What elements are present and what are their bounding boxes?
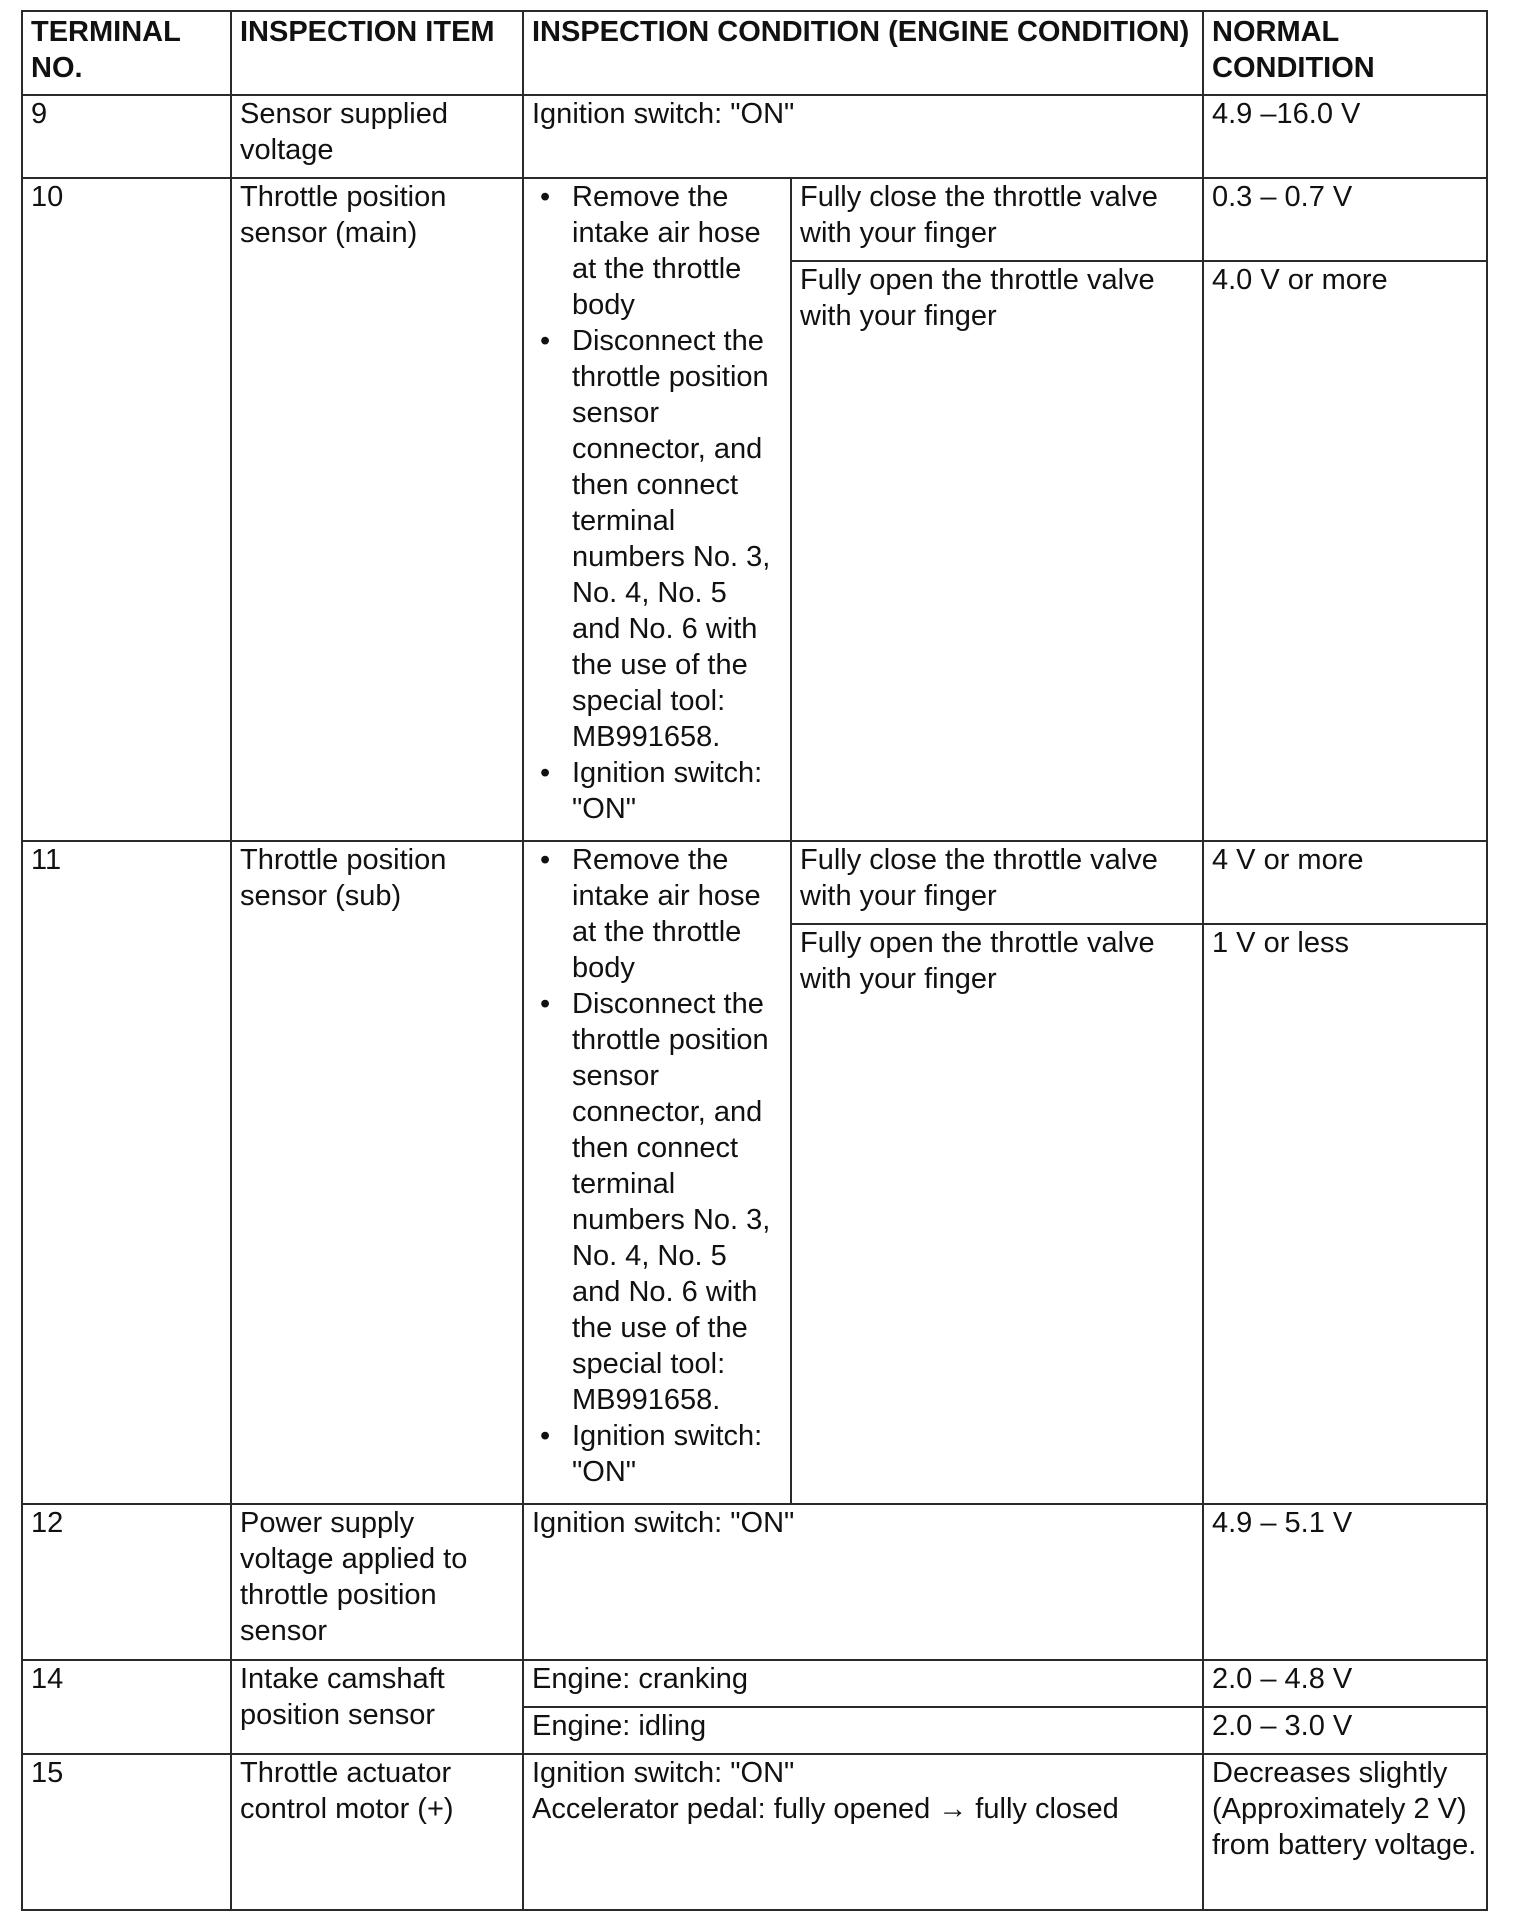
- inspection-item: Throttle actuator control motor (+): [231, 1754, 523, 1910]
- header-terminal-no: TERMINAL NO.: [22, 11, 231, 95]
- normal-condition: 1 V or less: [1203, 924, 1487, 1504]
- header-inspection-condition: INSPECTION CONDITION (ENGINE CONDITION): [523, 11, 1203, 95]
- normal-condition: 0.3 – 0.7 V: [1203, 178, 1487, 261]
- header-inspection-item: INSPECTION ITEM: [231, 11, 523, 95]
- terminal-number: 12: [22, 1504, 231, 1660]
- preparation-step: • Remove the intake air hose at the throttle body: [532, 842, 782, 986]
- terminal-inspection-table: [21, 10, 1488, 1911]
- preparation-step: • Ignition switch: "ON": [532, 1418, 782, 1490]
- normal-condition: Decreases slightly (Approximately 2 V) from battery voltage.: [1203, 1754, 1487, 1910]
- sub-condition: Fully open the throttle valve with your finger: [791, 924, 1203, 1504]
- sub-condition: Fully close the throttle valve with your finger: [791, 841, 1203, 924]
- inspection-item: Power supply voltage applied to throttle position sensor: [231, 1504, 523, 1660]
- preparation-step-list: [532, 842, 782, 1490]
- normal-condition: 4.9 – 5.1 V: [1203, 1504, 1487, 1660]
- terminal-number: 14: [22, 1660, 231, 1754]
- inspection-table-page: [21, 10, 1486, 1911]
- preparation-steps: [523, 178, 791, 841]
- preparation-step: • Disconnect the throttle position sensor connector, and then connect terminal numbers No. 3, No. 4, No. 5 and No. 6 with the use of the special tool: MB991658.: [532, 986, 782, 1418]
- inspection-item: Intake camshaft position sensor: [231, 1660, 523, 1754]
- header-normal-condition: NORMAL CONDITION: [1203, 11, 1487, 95]
- table-row-terminal-14: [22, 1660, 1487, 1707]
- sub-condition: Fully open the throttle valve with your finger: [791, 261, 1203, 841]
- preparation-step: • Ignition switch: "ON": [532, 755, 782, 827]
- normal-condition: 2.0 – 3.0 V: [1203, 1707, 1487, 1754]
- table-row-terminal-15: [22, 1754, 1487, 1910]
- table-row-terminal-12: [22, 1504, 1487, 1660]
- preparation-step-list: [532, 179, 782, 827]
- inspection-condition: Ignition switch: "ON": [523, 1504, 1203, 1660]
- condition-line: Accelerator pedal: fully opened → fully closed: [532, 1793, 1119, 1825]
- sub-condition: Fully close the throttle valve with your finger: [791, 178, 1203, 261]
- inspection-item: Throttle position sensor (main): [231, 178, 523, 841]
- table-row-terminal-9: [22, 95, 1487, 178]
- normal-condition: 4.0 V or more: [1203, 261, 1487, 841]
- preparation-step: • Disconnect the throttle position sensor connector, and then connect terminal numbers No. 3, No. 4, No. 5 and No. 6 with the use of the special tool: MB991658.: [532, 323, 782, 755]
- table-header-row: [22, 11, 1487, 95]
- preparation-steps: [523, 841, 791, 1504]
- inspection-condition: Engine: cranking: [523, 1660, 1203, 1707]
- terminal-number: 9: [22, 95, 231, 178]
- normal-condition: 4.9 –16.0 V: [1203, 95, 1487, 178]
- terminal-number: 11: [22, 841, 231, 1504]
- inspection-condition: Engine: idling: [523, 1707, 1203, 1754]
- normal-condition: 2.0 – 4.8 V: [1203, 1660, 1487, 1707]
- condition-line: Ignition switch: "ON": [532, 1757, 795, 1789]
- inspection-item: Sensor supplied voltage: [231, 95, 523, 178]
- normal-condition: 4 V or more: [1203, 841, 1487, 924]
- inspection-item: Throttle position sensor (sub): [231, 841, 523, 1504]
- terminal-number: 10: [22, 178, 231, 841]
- preparation-step: • Remove the intake air hose at the throttle body: [532, 179, 782, 323]
- table-row-terminal-10: [22, 178, 1487, 261]
- inspection-condition: [523, 1754, 1203, 1910]
- inspection-condition: Ignition switch: "ON": [523, 95, 1203, 178]
- terminal-number: 15: [22, 1754, 231, 1910]
- table-row-terminal-11: [22, 841, 1487, 924]
